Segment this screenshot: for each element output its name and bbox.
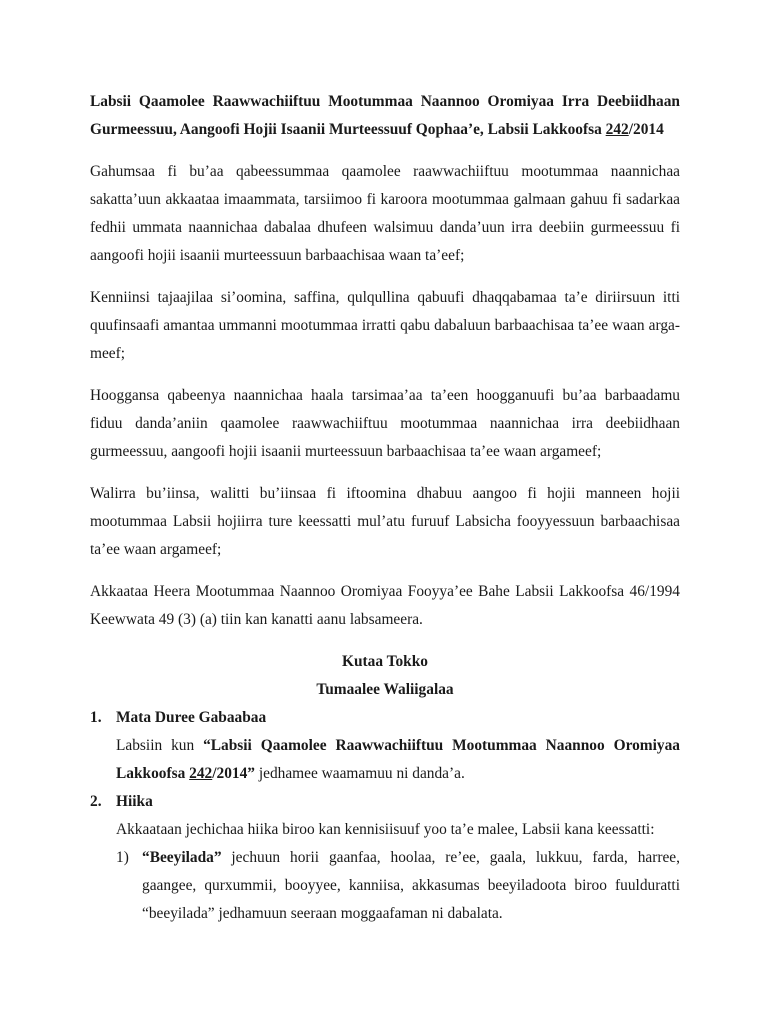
definition-number: 1) [116,849,129,866]
article-number: 1. [90,709,102,726]
article-heading: Mata Duree Gabaabaa [116,709,267,726]
article-intro: Akkaataan jechichaa hiika biroo kan kennisiisuuf yoo ta’e malee, Labsii kana keessatti: [116,821,655,838]
law-number: 242 [605,121,629,138]
preamble-paragraph-3: Hooggansa qabeenya naannichaa haala tarsimaa’aa ta’een hoogganuufi bu’aa barbaadamu fiduu danda’aniin qaamolee raawwachiiftuu mootummaa naannichaa irra deebiidhaan gurmeessuu, aangoofi hojii isaanii murteessuun barbaachisaa ta’ee waan argameef; [90,387,680,460]
definition-text: “Beeyilada” jechuun horii gaanfaa, hoolaa, re’ee, gaala, lukkuu, farda, harree, gaangee, qurxummii, booyyee, kanniisa, akkasumas beeyiladoota biroo fuulduratti “beeyilada” jedhamuun seeraan moggaafaman ni dabalata. [142,849,680,922]
preamble-paragraph-2: Kenniinsi tajaajilaa si’oomina, saffina, qulqullina qabuufi dhaqqabamaa ta’e diriirsuun itti quufinsaafi amantaa ummanni mootummaa irratti qabu dabaluun barbaachisaa ta’ee waan arga-meef; [90,289,680,362]
law-year: /2014 [628,121,664,138]
part-heading: Kutaa Tokko [342,653,428,670]
article-1 [90,704,680,788]
preamble-paragraph-4: Walirra bu’iinsa, walitti bu’iinsaa fi iftoomina dhabuu aangoo fi hojii manneen hojii mootummaa Labsii hojiirra ture keessatti mul’atu furuuf Labsicha fooyyessuun barbaachisaa ta’ee waan argameef; [90,485,680,558]
definition-item [90,844,680,928]
law-title [90,88,680,144]
definition-term: “Beeyilada” [142,849,222,866]
short-title-quote: “Labsii Qaamolee Raawwachiiftuu Mootummaa Naannoo Oromiyaa Lakkoofsa 242/2014” [116,737,680,782]
article-number: 2. [90,793,102,810]
document-body [90,88,680,928]
article-2 [90,788,680,844]
law-title-text: Labsii Qaamolee Raawwachiiftuu Mootummaa Naannoo Oromiyaa Irra Deebiidhaan Gurmeessuu, Aangoofi Hojii Isaanii Murteessuuf Qophaa’e, Labsii Lakkoofsa [90,93,680,138]
preamble-paragraph-5: Akkaataa Heera Mootummaa Naannoo Oromiyaa Fooyya’ee Bahe Labsii Lakkoofsa 46/1994 Keewwata 49 (3) (a) tiin kan kanatti aanu labsameera. [90,583,680,628]
preamble-paragraph-1: Gahumsaa fi bu’aa qabeessummaa qaamolee raawwachiiftuu mootummaa naannichaa sakatta’uun akkaataa imaammata, tarsiimoo fi karoora mootummaa galmaan gahuu fi sadarkaa fedhii ummata naannichaa dabalaa dhufeen walsimuu danda’uun irra deebiin gurmeessuu fi aangoofi hojii isaanii murteessuun barbaachisaa waan ta’eef; [90,163,680,264]
part-subheading: Tumaalee Waliigalaa [316,681,454,698]
article-heading: Hiika [116,793,153,810]
article-text: Labsiin kun “Labsii Qaamolee Raawwachiiftuu Mootummaa Naannoo Oromiyaa Lakkoofsa 242/2014” jedhamee waamamuu ni danda’a. [116,737,680,782]
